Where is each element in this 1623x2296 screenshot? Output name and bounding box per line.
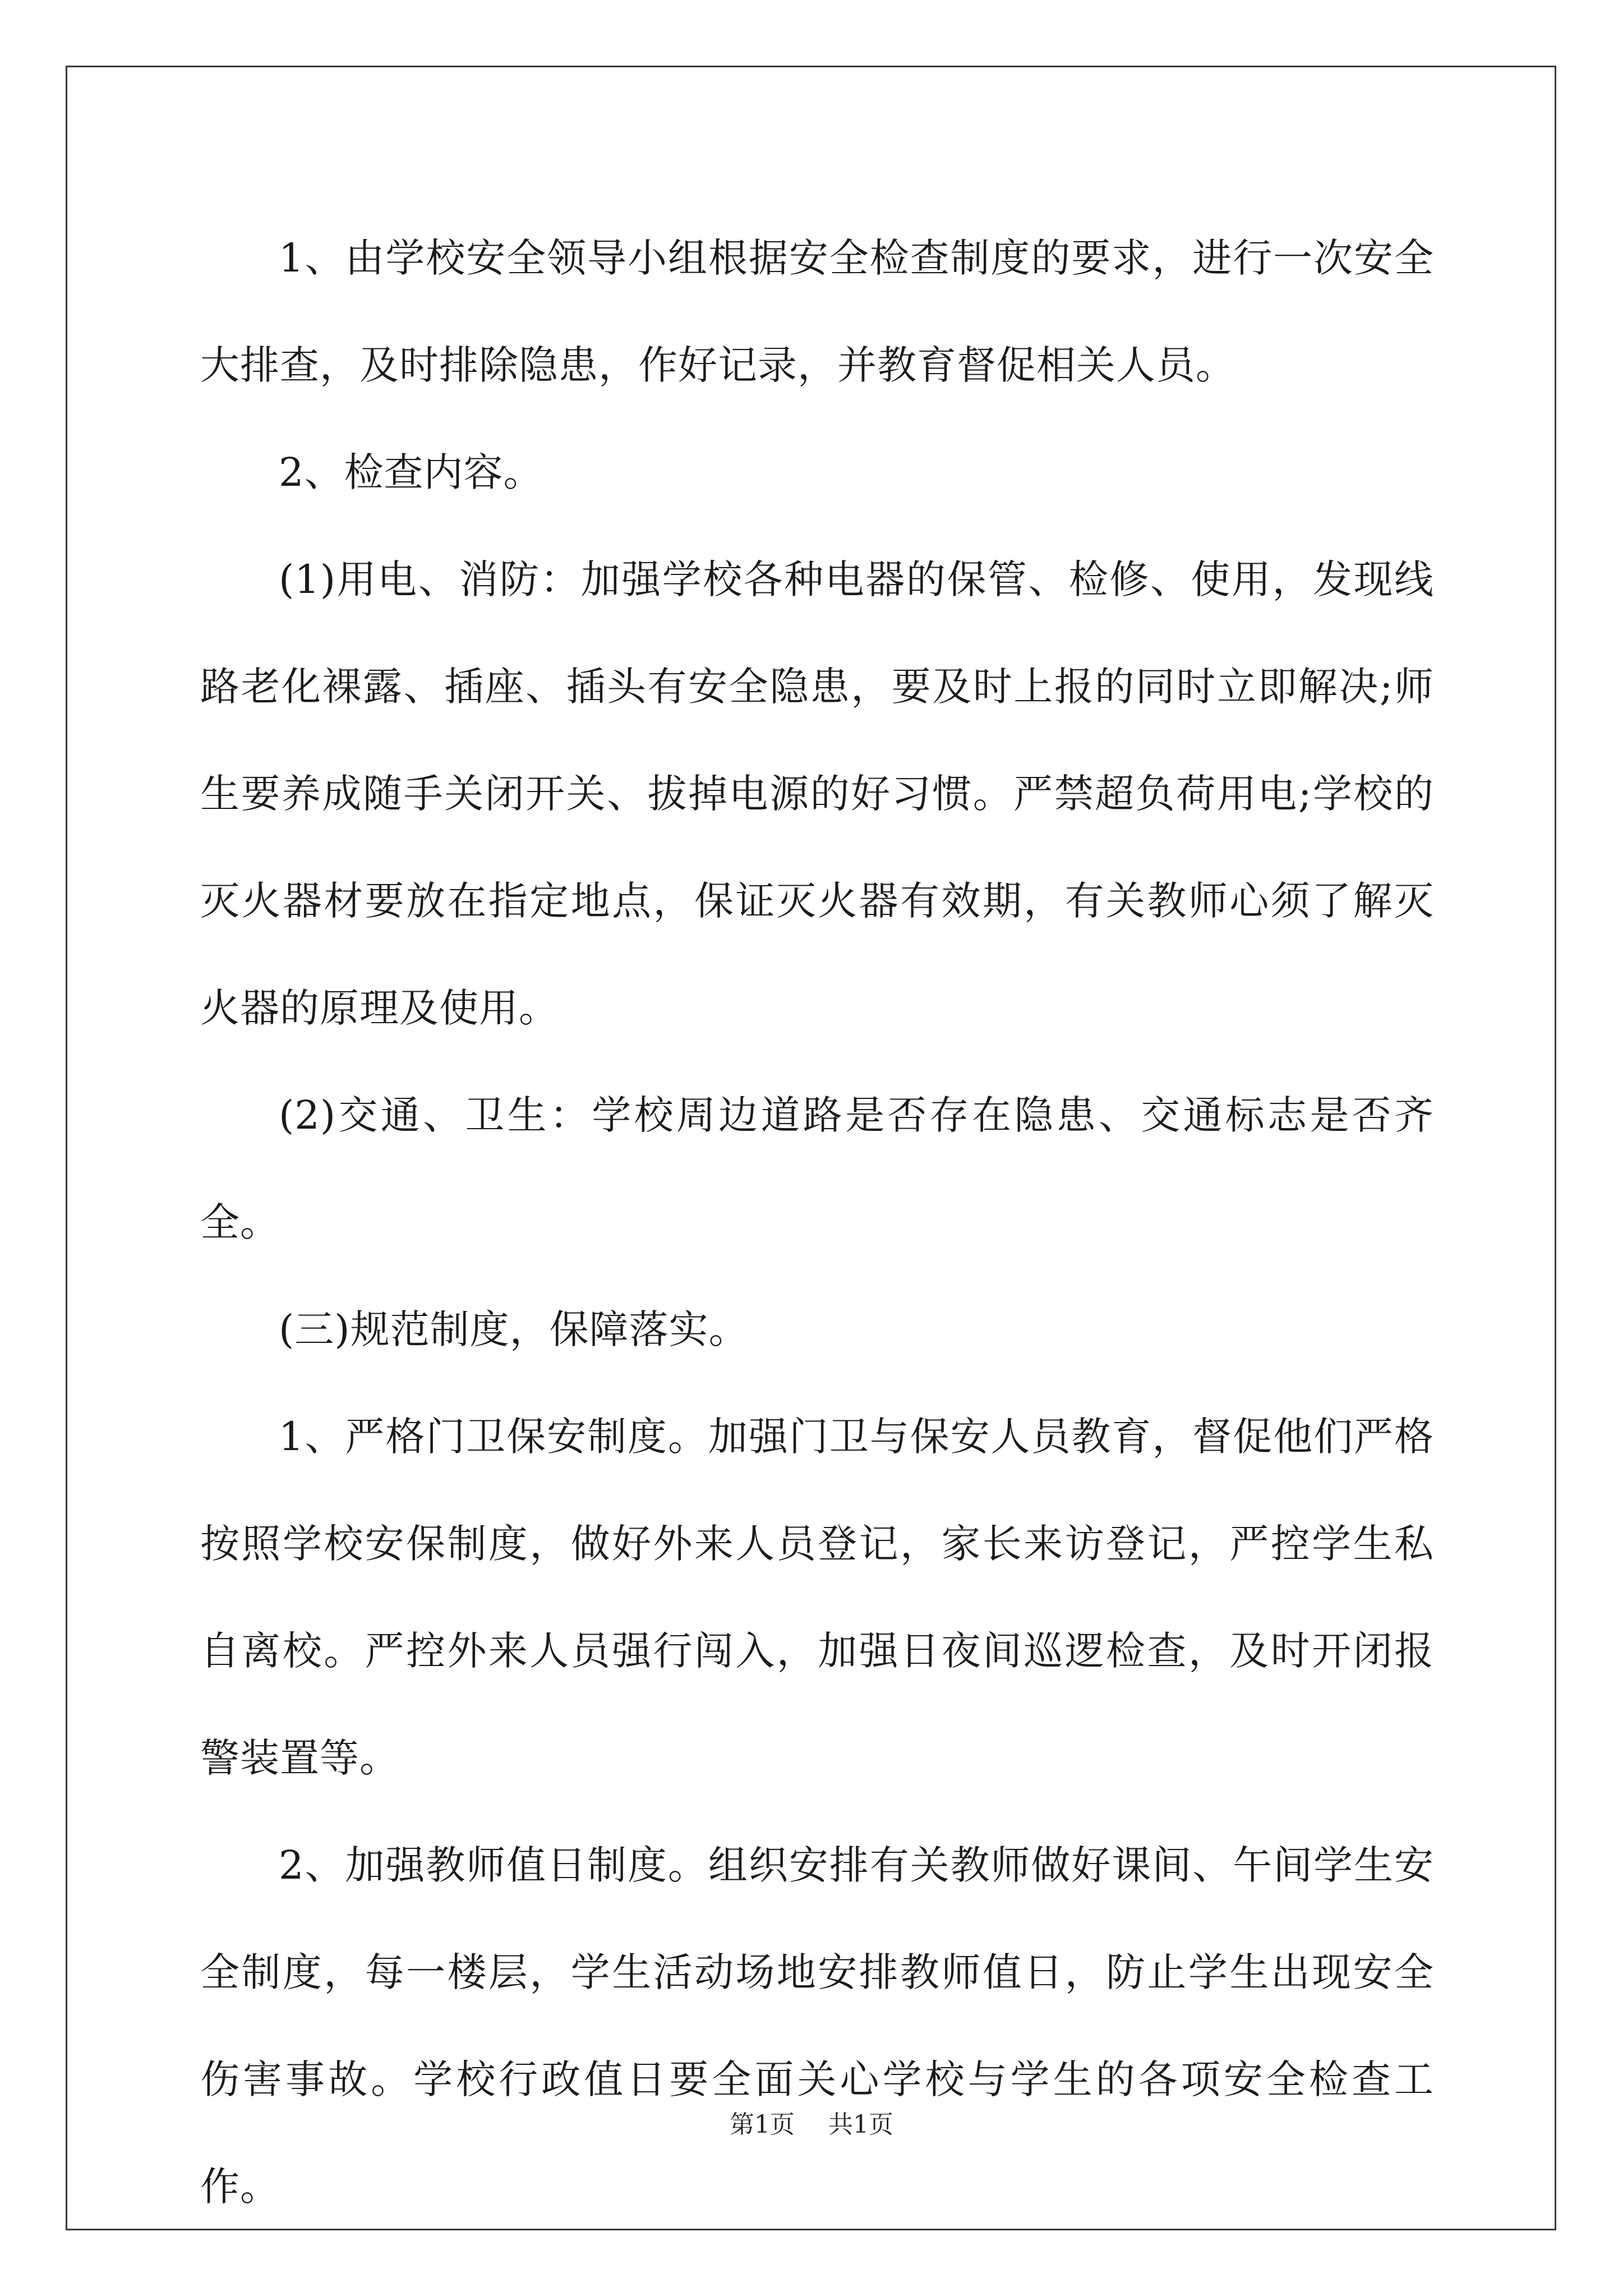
paragraph: 1、严格门卫保安制度。加强门卫与保安人员教育，督促他们严格按照学校安保制度，做好外来人员登记，家长来访登记，严控学生私自离校。严控外来人员强行闯入，加强日夜间巡逻检查，及时开闭报警装置等。 [200,1414,1434,1781]
page-count: 共1页 [828,2110,893,2139]
page-number: 第1页 [730,2110,795,2139]
paragraph: 2、检查内容。 [279,449,543,495]
paragraph: 2、加强教师值日制度。组织安排有关教师做好课间、午间学生安全制度，每一楼层，学生活动场地安排教师值日，防止学生出现安全伤害事故。学校行政值日要全面关心学校与学生的各项安全检查工作。 [200,1842,1434,2210]
paragraph: 1、由学校安全领导小组根据安全检查制度的要求，进行一次安全大排查，及时排除隐患，作好记录，并教育督促相关人员。 [200,235,1434,388]
page-footer [0,2108,1623,2142]
paragraph: (三)规范制度，保障落实。 [279,1306,749,1352]
document-body [200,205,1434,2240]
paragraph: (2)交通、卫生：学校周边道路是否存在隐患、交通标志是否齐全。 [200,1092,1434,1245]
paragraph: (1)用电、消防：加强学校各种电器的保管、检修、使用，发现线路老化裸露、插座、插头有安全隐患，要及时上报的同时立即解决;师生要养成随手关闭开关、拔掉电源的好习惯。严禁超负荷用电;学校的灭火器材要放在指定地点，保证灭火器有效期，有关教师心须了解灭火器的原理及使用。 [200,556,1434,1031]
